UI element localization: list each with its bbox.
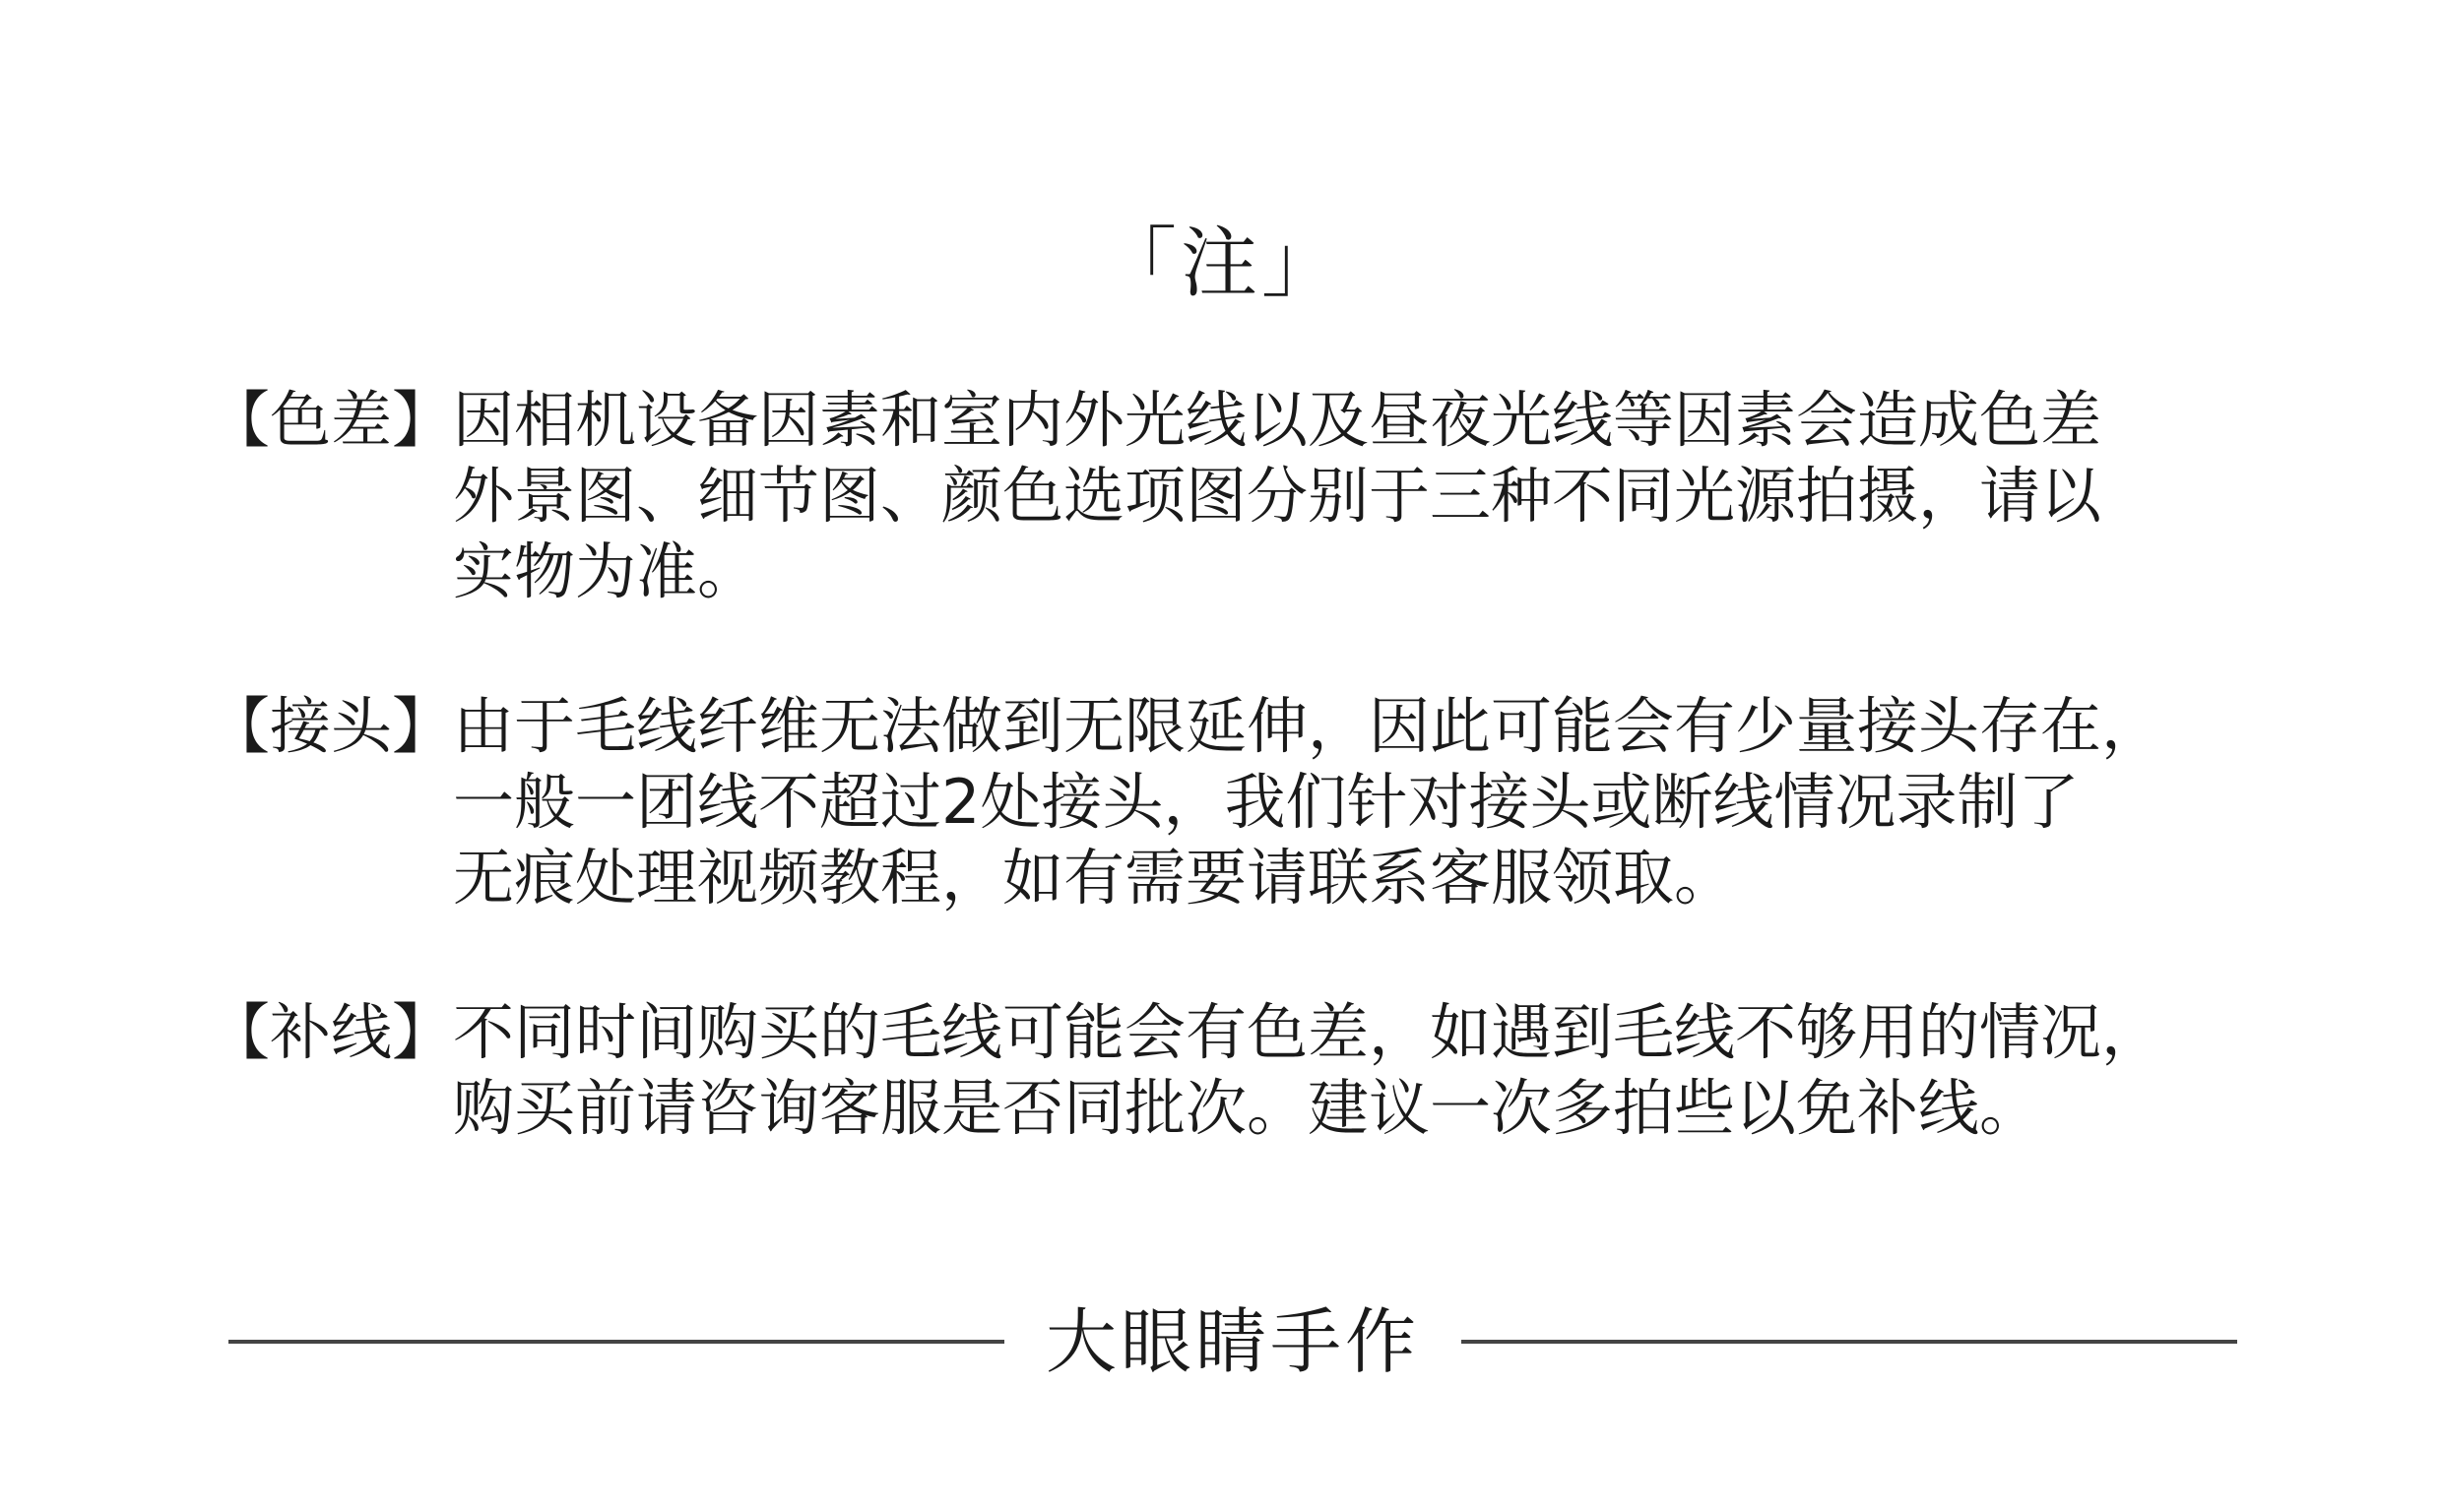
notes-list <box>209 382 2257 1146</box>
footer-brand-divider <box>228 1297 2237 1386</box>
note-color-difference <box>209 382 2257 609</box>
divider-line-left <box>228 1340 1004 1344</box>
brand-name: 大眼睛手作 <box>1046 1300 1421 1383</box>
divider-line-right <box>1461 1340 2237 1344</box>
notice-title: 「注」 <box>1099 220 1342 308</box>
note-label: 【色差】 <box>209 384 454 456</box>
note-label: 【补线】 <box>209 996 454 1068</box>
note-joints <box>209 688 2257 915</box>
note-replenish <box>209 994 2257 1146</box>
note-text: 因相机设备因素和室内外光线以及昼夜光线等因素会造成色差 外景图、细节图、颜色选项图分别于三种不同光源拍摄，请以 实物为准。 <box>453 384 2102 607</box>
note-label: 【接头】 <box>209 690 454 762</box>
note-text: 由于毛线纤维无法做到无限延伸，因此可能会有少量接头存在， 一般一团线不超过2处接头，我们针对接头或断线情况录制了 无痕处理视频教程，如有需要请联系客服领取。 <box>453 690 2163 914</box>
note-text: 不同时间购买的毛线可能会有色差，如遇到毛线不够用的情况， 购买前请咨询客服是否同批次。建议一次多拍些以免补线。 <box>453 996 2163 1144</box>
